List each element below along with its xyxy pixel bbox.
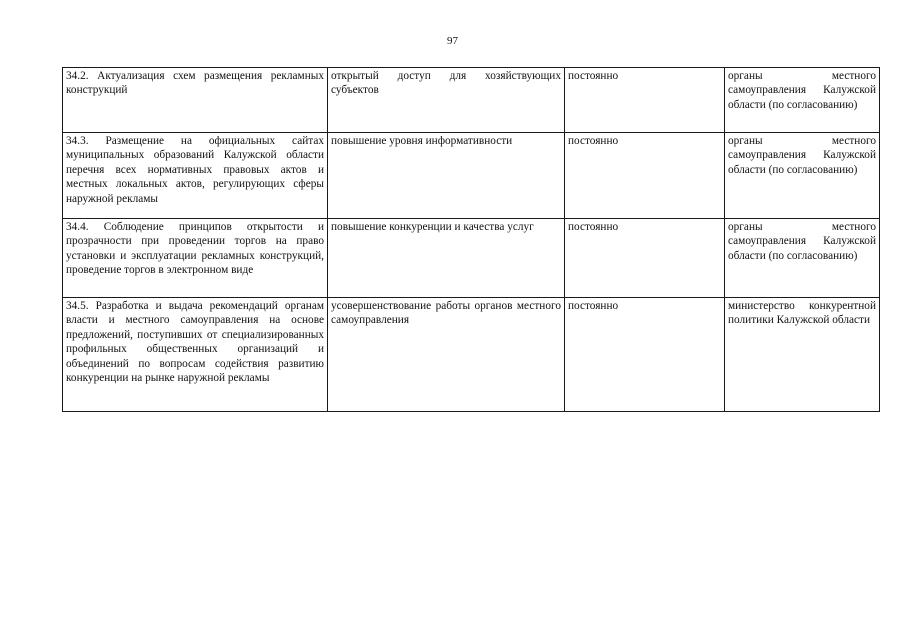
measure-cell: 34.2. Актуализация схем размещения рекламных конструкций [63, 68, 328, 133]
responsible-cell: органы местного самоуправления Калужской области (по согласованию) [725, 133, 880, 219]
page-number: 97 [447, 35, 458, 47]
table-row [63, 68, 880, 133]
measures-table [62, 67, 880, 412]
term-cell: постоянно [565, 219, 725, 298]
table-row [63, 298, 880, 412]
table-row [63, 219, 880, 298]
responsible-cell: органы местного самоуправления Калужской области (по согласованию) [725, 219, 880, 298]
result-cell: повышение уровня информативности [328, 133, 565, 219]
result-cell: повышение конкуренции и качества услуг [328, 219, 565, 298]
measure-cell: 34.4. Соблюдение принципов открытости и прозрачности при проведении торгов на право установки и эксплуатации рекламных конструкций, проведение торгов в электронном виде [63, 219, 328, 298]
term-cell: постоянно [565, 68, 725, 133]
result-cell: открытый доступ для хозяйствующих субъектов [328, 68, 565, 133]
responsible-cell: министерство конкурентной политики Калужской области [725, 298, 880, 412]
term-cell: постоянно [565, 298, 725, 412]
term-cell: постоянно [565, 133, 725, 219]
result-cell: усовершенствование работы органов местного самоуправления [328, 298, 565, 412]
measure-cell: 34.5. Разработка и выдача рекомендаций органам власти и местного самоуправления на основе предложений, поступивших от специализированных профильных общественных организаций и объединений по вопросам содействия развитию конкуренции на рынке наружной рекламы [63, 298, 328, 412]
responsible-cell: органы местного самоуправления Калужской области (по согласованию) [725, 68, 880, 133]
measure-cell: 34.3. Размещение на официальных сайтах муниципальных образований Калужской области перечня всех нормативных правовых актов и местных локальных актов, регулирующих сферы наружной рекламы [63, 133, 328, 219]
table-row [63, 133, 880, 219]
